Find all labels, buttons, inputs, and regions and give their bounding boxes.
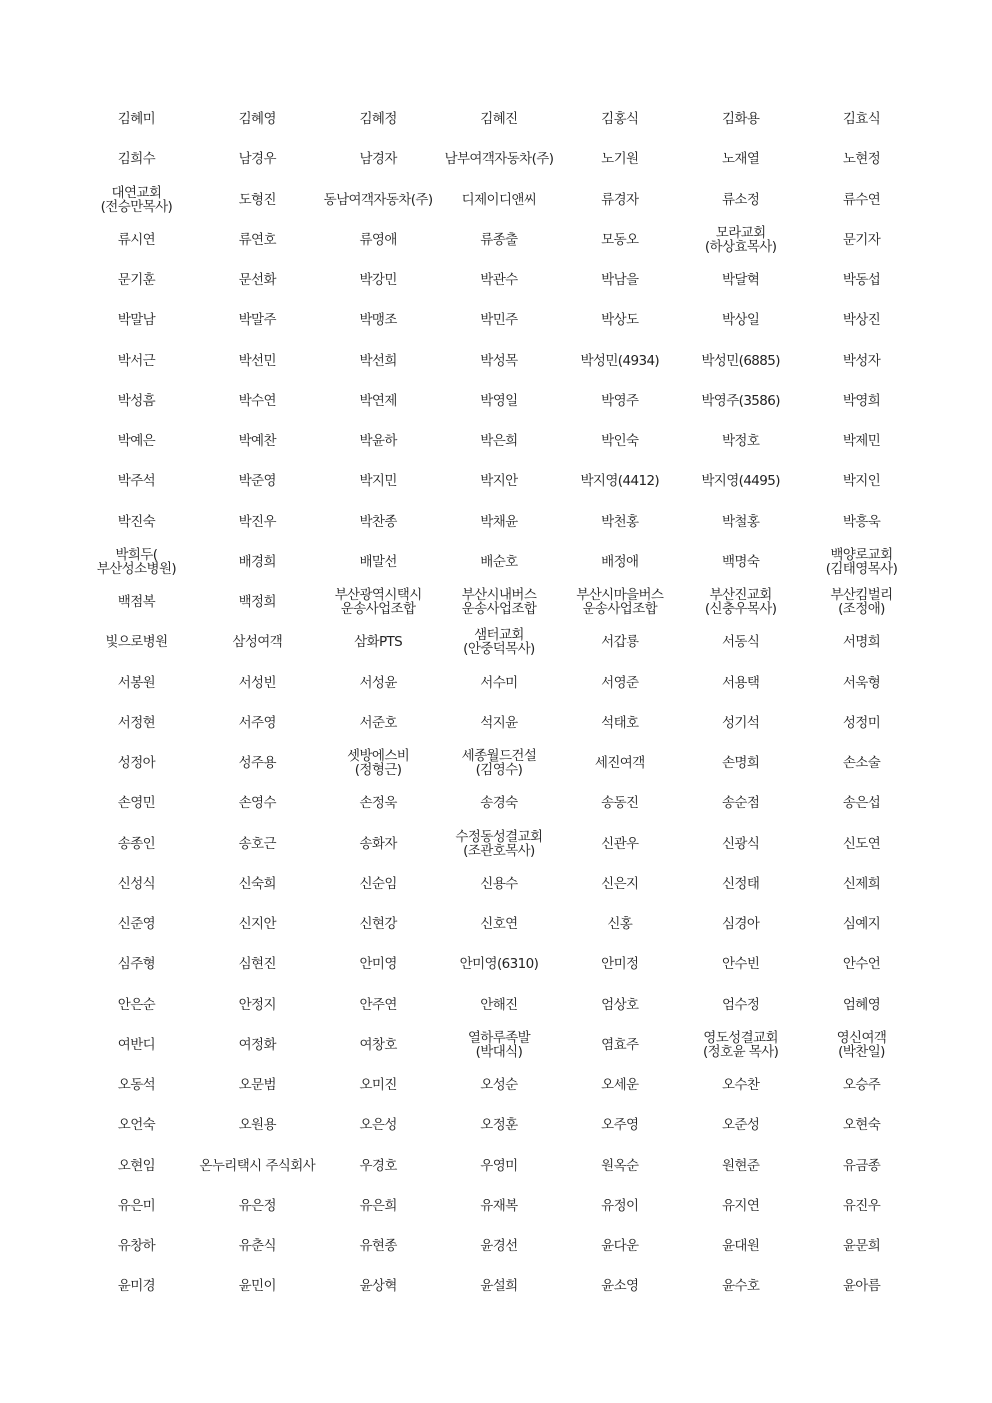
donor-name-cell: 신숙희	[238, 875, 276, 892]
donor-name-cell: 오정훈	[480, 1117, 518, 1134]
donor-name-cell: 신순임	[359, 875, 397, 892]
donor-name-cell: 박영주	[601, 392, 639, 409]
donor-name-cell: 노현정	[842, 151, 881, 168]
donor-name-cell: 세종월드건설 (김영수)	[461, 748, 537, 779]
donor-name-cell: 유재복	[480, 1197, 518, 1214]
donor-name-cell: 유은정	[238, 1197, 276, 1214]
donor-name-cell: 안미영(6310)	[459, 956, 539, 973]
donor-name-cell: 신관우	[601, 835, 639, 852]
donor-name-cell: 부산진교회 (신충우목사)	[704, 587, 777, 618]
donor-name-cell: 박지영(4412)	[580, 473, 660, 490]
donor-name-cell: 엄상호	[601, 996, 639, 1013]
donor-name-cell: 김효식	[842, 111, 881, 128]
donor-name-cell: 백양로교회 (김태영목사)	[825, 546, 898, 577]
donor-name-cell: 모동오	[601, 231, 639, 248]
donor-name-cell: 박영주(3586)	[701, 392, 780, 409]
donor-name-cell: 유현종	[359, 1238, 397, 1255]
donor-name-cell: 박남을	[601, 272, 639, 289]
donor-name-cell: 박상진	[842, 312, 881, 329]
donor-name-cell: 김희수	[117, 151, 156, 168]
donor-name-cell: 유정이	[601, 1197, 639, 1214]
donor-name-cell: 원현준	[721, 1157, 760, 1174]
donor-name-cell: 문기훈	[117, 272, 156, 289]
donor-name-cell: 박흥욱	[842, 513, 881, 530]
donor-name-cell: 서봉원	[117, 674, 156, 691]
donor-name-cell: 박영일	[480, 392, 518, 409]
donor-name-cell: 박수연	[238, 392, 276, 409]
donor-name-cell: 박은희	[480, 433, 518, 450]
donor-name-cell: 남경우	[238, 151, 276, 168]
donor-name-cell: 성기석	[721, 714, 760, 731]
donor-name-cell: 오동석	[117, 1077, 156, 1094]
donor-name-cell: 셋방에스비 (정형근)	[347, 748, 410, 779]
donor-name-cell: 유진우	[842, 1197, 881, 1214]
donor-name-cell: 서욱형	[842, 674, 881, 691]
donor-name-cell: 박찬종	[359, 513, 397, 530]
donor-name-cell: 박제민	[842, 433, 881, 450]
donor-name-cell: 박성목	[480, 352, 518, 369]
donor-name-cell: 신호연	[480, 916, 518, 933]
donor-name-cell: 송동진	[601, 795, 639, 812]
donor-name-cell: 박희두( 부산성소병원)	[96, 546, 177, 577]
donor-name-cell: 박성흠	[117, 392, 156, 409]
donor-name-cell: 박예은	[117, 433, 156, 450]
donor-name-cell: 신성식	[117, 875, 156, 892]
donor-name-cell: 손영민	[117, 795, 156, 812]
donor-name-cell: 윤설희	[480, 1278, 518, 1295]
donor-name-cell: 윤수호	[721, 1278, 760, 1295]
donor-name-cell: 유춘식	[238, 1238, 276, 1255]
donor-name-cell: 김혜영	[238, 111, 276, 128]
donor-name-cell: 박상일	[721, 312, 760, 329]
donor-name-cell: 박관수	[480, 272, 518, 289]
donor-name-cell: 손소술	[842, 755, 881, 772]
donor-name-cell: 서준호	[359, 714, 397, 731]
donor-name-cell: 서주영	[238, 714, 276, 731]
donor-name-cell: 열하루족발 (박대식)	[467, 1029, 531, 1060]
donor-name-cell: 박윤하	[359, 433, 397, 450]
donor-name-cell: 신은지	[601, 875, 639, 892]
donor-name-cell: 오은성	[359, 1117, 397, 1134]
donor-name-cell: 안주연	[359, 996, 397, 1013]
donor-name-cell: 여창호	[359, 1036, 397, 1053]
donor-name-cell: 서정현	[117, 714, 156, 731]
donor-name-cell: 남경자	[359, 151, 397, 168]
donor-name-cell: 손명희	[721, 755, 760, 772]
donor-name-cell: 삼성여객	[232, 634, 283, 651]
donor-name-cell: 부산킴벌리 (조정애)	[830, 587, 893, 618]
donor-name-cell: 신용수	[480, 875, 518, 892]
donor-name-cell: 안미정	[601, 956, 639, 973]
donor-name-cell: 오수찬	[721, 1077, 760, 1094]
donor-name-cell: 박천홍	[601, 513, 639, 530]
donor-name-cell: 송호근	[238, 835, 276, 852]
donor-name-cell: 박준영	[238, 473, 276, 490]
donor-name-cell: 동남여객자동차(주)	[323, 191, 433, 208]
donor-name-cell: 부산시내버스 운송사업조합	[461, 587, 537, 618]
donor-name-cell: 노재열	[721, 151, 760, 168]
donor-name-cell: 박진숙	[117, 513, 156, 530]
donor-name-cell: 박선민	[238, 352, 276, 369]
donor-name-cell: 백점복	[117, 594, 156, 611]
donor-name-cell: 윤민이	[238, 1278, 276, 1295]
donor-name-cell: 부산시마을버스 운송사업조합	[576, 587, 664, 618]
donor-name-cell: 수정동성결교회 (조관호목사)	[455, 828, 543, 859]
donor-name-cell: 서성빈	[238, 674, 276, 691]
donor-name-cell: 박연제	[359, 392, 397, 409]
donor-name-cell: 박정호	[721, 433, 760, 450]
donor-name-cell: 영도성결교회 (정호윤 목사)	[703, 1029, 779, 1060]
donor-name-cell: 배경희	[238, 553, 276, 570]
donor-name-cell: 윤경선	[480, 1238, 518, 1255]
donor-name-cell: 김혜정	[359, 111, 397, 128]
donor-name-cell: 서갑룡	[601, 634, 639, 651]
donor-name-cell: 오준성	[721, 1117, 760, 1134]
donor-name-cell: 심예지	[842, 916, 881, 933]
donor-name-cell: 박지인	[842, 473, 881, 490]
donor-name-cell: 유은미	[117, 1197, 156, 1214]
donor-name-cell: 도형진	[238, 191, 276, 208]
donor-name-cell: 우영미	[480, 1157, 518, 1174]
donor-name-cell: 신도연	[842, 835, 881, 852]
donor-name-cell: 오문범	[238, 1077, 276, 1094]
donor-name-cell: 세진여객	[594, 755, 645, 772]
donor-name-cell: 노기원	[601, 151, 639, 168]
donor-name-cell: 성정아	[117, 755, 156, 772]
donor-name-cell: 박영희	[842, 392, 881, 409]
donor-name-cell: 오언숙	[117, 1117, 156, 1134]
donor-name-cell: 신제희	[842, 875, 881, 892]
donor-name-cell: 박말남	[117, 312, 156, 329]
donor-name-cell: 박주석	[117, 473, 156, 490]
donor-name-cell: 심주형	[117, 956, 156, 973]
donor-name-cell: 김화용	[721, 111, 760, 128]
donor-name-cell: 류영애	[359, 231, 397, 248]
donor-name-cell: 박동섭	[842, 272, 881, 289]
donor-name-cell: 서동식	[721, 634, 760, 651]
donor-name-cell: 박지영(4495)	[701, 473, 780, 490]
donor-name-cell: 박선희	[359, 352, 397, 369]
donor-name-cell: 신현강	[359, 916, 397, 933]
donor-name-cell: 박지민	[359, 473, 397, 490]
donor-name-cell: 김혜진	[480, 111, 518, 128]
donor-name-cell: 배순호	[480, 553, 518, 570]
donor-name-cell: 박상도	[601, 312, 639, 329]
donor-name-cell: 안은순	[117, 996, 156, 1013]
donor-name-cell: 백정희	[238, 594, 276, 611]
donor-name-cell: 배말선	[359, 553, 397, 570]
donor-name-cell: 박달혁	[721, 272, 760, 289]
donor-name-cell: 오성순	[480, 1077, 518, 1094]
donor-name-cell: 심현진	[238, 956, 276, 973]
donor-name-cell: 윤다운	[601, 1238, 639, 1255]
donor-name-cell: 유지연	[721, 1197, 760, 1214]
donor-name-cell: 오주영	[601, 1117, 639, 1134]
donor-name-cell: 윤아름	[842, 1278, 881, 1295]
donor-name-cell: 신홍	[607, 916, 633, 933]
donor-name-cell: 엄혜영	[842, 996, 881, 1013]
donor-name-cell: 배정애	[601, 553, 639, 570]
donor-name-cell: 류수연	[842, 191, 881, 208]
donor-name-cell: 신정태	[721, 875, 760, 892]
donor-name-cell: 삼화PTS	[354, 634, 403, 651]
donor-name-cell: 오미진	[359, 1077, 397, 1094]
donor-name-cell: 남부여객자동차(주)	[444, 151, 554, 168]
donor-name-cell: 오현임	[117, 1157, 156, 1174]
donor-name-cell: 서수미	[480, 674, 518, 691]
donor-name-cell: 류경자	[601, 191, 639, 208]
donor-name-cell: 염효주	[601, 1036, 639, 1053]
donor-name-cell: 엄수정	[721, 996, 760, 1013]
donor-name-cell: 윤대원	[721, 1238, 760, 1255]
donor-name-cell: 송화자	[359, 835, 397, 852]
donor-name-cell: 샘터교회 (안중덕목사)	[463, 627, 535, 658]
donor-name-cell: 여반디	[117, 1036, 156, 1053]
donor-name-cell: 안해진	[480, 996, 518, 1013]
donor-name-cell: 오원용	[238, 1117, 276, 1134]
donor-name-cell: 문기자	[842, 231, 881, 248]
donor-name-cell: 대연교회 (전승만목사)	[100, 184, 173, 215]
donor-name-cell: 오세운	[601, 1077, 639, 1094]
donor-name-cell: 류종출	[480, 231, 518, 248]
donor-name-cell: 영신여객 (박찬일)	[836, 1029, 887, 1060]
donor-name-cell: 박철홍	[721, 513, 760, 530]
donor-name-cell: 윤상혁	[359, 1278, 397, 1295]
donor-name-cell: 박강민	[359, 272, 397, 289]
donor-name-cell: 윤소영	[601, 1278, 639, 1295]
donor-name-cell: 박성자	[842, 352, 881, 369]
donor-name-cell: 안수빈	[721, 956, 760, 973]
donor-name-cell: 오승주	[842, 1077, 881, 1094]
donor-name-cell: 서영준	[601, 674, 639, 691]
donor-name-cell: 류소정	[721, 191, 760, 208]
donor-name-cell: 부산광역시택시 운송사업조합	[334, 587, 422, 618]
donor-name-cell: 안수언	[842, 956, 881, 973]
donor-name-cell: 안정지	[238, 996, 276, 1013]
donor-name-cell: 우경호	[359, 1157, 397, 1174]
donor-name-cell: 문선화	[238, 272, 276, 289]
donor-name-cell: 서용택	[721, 674, 760, 691]
donor-name-cell: 원옥순	[601, 1157, 639, 1174]
donor-name-cell: 유은희	[359, 1197, 397, 1214]
donor-name-cell: 오현숙	[842, 1117, 881, 1134]
donor-name-cell: 박지안	[480, 473, 518, 490]
donor-name-cell: 신지안	[238, 916, 276, 933]
donor-name-cell: 박말주	[238, 312, 276, 329]
donor-name-cell: 성정미	[842, 714, 881, 731]
donor-name-cell: 성주용	[238, 755, 276, 772]
donor-name-cell: 박맹조	[359, 312, 397, 329]
donor-name-cell: 심경아	[721, 916, 760, 933]
donor-name-cell: 송종인	[117, 835, 156, 852]
donor-name-cell: 박채윤	[480, 513, 518, 530]
donor-name-cell: 송경숙	[480, 795, 518, 812]
donor-name-cell: 빛으로병원	[105, 634, 168, 651]
donor-name-cell: 서명희	[842, 634, 881, 651]
donor-name-cell: 송은섭	[842, 795, 881, 812]
donor-name-cell: 박민주	[480, 312, 518, 329]
donor-name-cell: 유창하	[117, 1238, 156, 1255]
donor-name-cell: 박서근	[117, 352, 156, 369]
donor-name-cell: 김혜미	[117, 111, 156, 128]
donor-name-grid	[76, 99, 922, 1307]
donor-name-cell: 송순점	[721, 795, 760, 812]
donor-name-cell: 류시연	[117, 231, 156, 248]
donor-name-cell: 김홍식	[601, 111, 639, 128]
donor-name-cell: 서성윤	[359, 674, 397, 691]
donor-name-cell: 석태호	[601, 714, 639, 731]
donor-name-cell: 모라교회 (하상효목사)	[704, 224, 777, 255]
donor-name-cell: 디제이디앤씨	[461, 191, 537, 208]
donor-name-cell: 손정욱	[359, 795, 397, 812]
donor-name-cell: 여정화	[238, 1036, 276, 1053]
donor-name-cell: 유금종	[842, 1157, 881, 1174]
donor-name-cell: 온누리택시 주식회사	[199, 1157, 316, 1174]
donor-name-cell: 신광식	[721, 835, 760, 852]
donor-name-cell: 박인숙	[601, 433, 639, 450]
donor-name-cell: 박예찬	[238, 433, 276, 450]
donor-name-cell: 류연호	[238, 231, 276, 248]
donor-name-cell: 윤미경	[117, 1278, 156, 1295]
donor-name-cell: 백명숙	[721, 553, 760, 570]
donor-name-cell: 박성민(4934)	[580, 352, 660, 369]
donor-name-cell: 신준영	[117, 916, 156, 933]
donor-name-cell: 윤문희	[842, 1238, 881, 1255]
donor-name-cell: 박성민(6885)	[701, 352, 780, 369]
donor-name-cell: 안미영	[359, 956, 397, 973]
donor-name-cell: 석지윤	[480, 714, 518, 731]
donor-name-cell: 손영수	[238, 795, 276, 812]
donor-name-cell: 박진우	[238, 513, 276, 530]
